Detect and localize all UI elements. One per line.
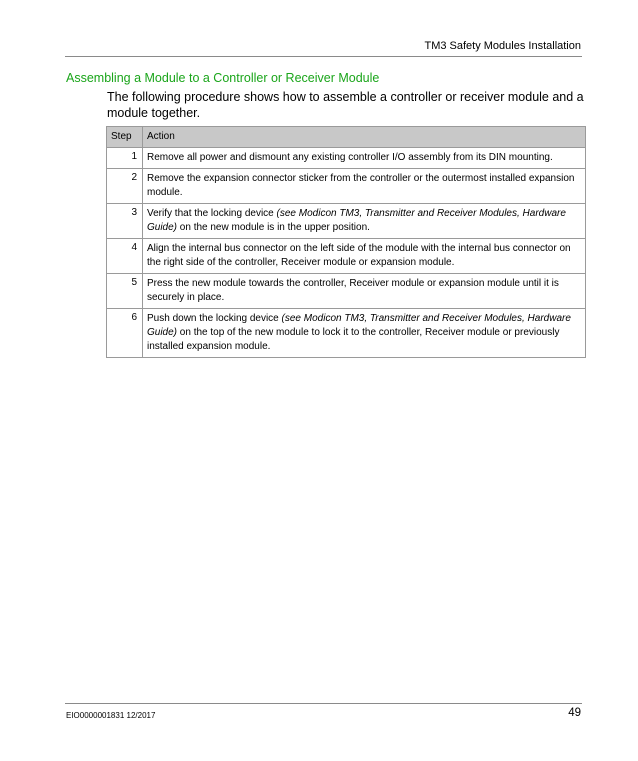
header-title: TM3 Safety Modules Installation — [424, 40, 581, 52]
procedure-table — [106, 126, 586, 358]
header-divider — [65, 56, 582, 57]
column-header-step: Step — [107, 127, 143, 148]
intro-paragraph: The following procedure shows how to assemble a controller or receiver module and a module together. — [107, 90, 584, 120]
table-row — [107, 274, 586, 309]
cross-reference-link[interactable]: (see Modicon TM3, Transmitter and Receiver Modules, Hardware Guide) — [147, 313, 571, 338]
step-action: Remove the expansion connector sticker from the controller or the outermost installed expansion module. — [143, 169, 586, 204]
table-row — [107, 169, 586, 204]
step-action-text: on the top of the new module to lock it to the controller, Receiver module or previously installed expansion module. — [147, 327, 560, 352]
table-row — [107, 148, 586, 169]
section-heading: Assembling a Module to a Controller or Receiver Module — [66, 71, 380, 85]
step-action: Press the new module towards the controller, Receiver module or expansion module until it is securely in place. — [143, 274, 586, 309]
step-number: 2 — [107, 169, 143, 204]
document-id: EIO0000001831 12/2017 — [66, 711, 156, 720]
step-number: 3 — [107, 204, 143, 239]
step-action: Align the internal bus connector on the left side of the module with the internal bus connector on the right side of the controller, Receiver module or expansion module. — [143, 239, 586, 274]
table-header-row — [107, 127, 586, 148]
step-number: 4 — [107, 239, 143, 274]
step-number: 6 — [107, 309, 143, 358]
step-action: Remove all power and dismount any existing controller I/O assembly from its DIN mounting. — [143, 148, 586, 169]
table-row — [107, 204, 586, 239]
page-number: 49 — [568, 707, 581, 719]
step-number: 1 — [107, 148, 143, 169]
step-action-text: Push down the locking device — [147, 313, 282, 324]
step-action-text: Verify that the locking device — [147, 208, 277, 219]
column-header-action: Action — [143, 127, 586, 148]
footer-divider — [65, 703, 582, 704]
step-action — [143, 204, 586, 239]
step-number: 5 — [107, 274, 143, 309]
cross-reference-link[interactable]: (see Modicon TM3, Transmitter and Receiver Modules, Hardware Guide) — [147, 208, 566, 233]
table-row — [107, 239, 586, 274]
step-action — [143, 309, 586, 358]
step-action-text: on the new module is in the upper position. — [177, 222, 370, 233]
table-row — [107, 309, 586, 358]
